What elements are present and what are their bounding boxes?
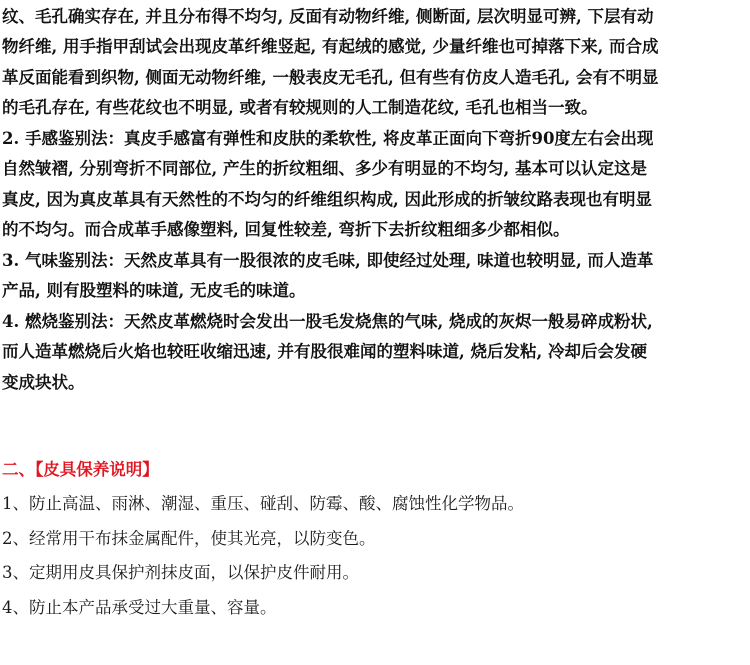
text-line: 的不均匀。而合成革手感像塑料, 回复性较差, 弯折下去折纹粗细多少都相似。 bbox=[2, 220, 570, 239]
care-item: 1、防止高温、雨淋、潮湿、重压、碰刮、防霉、酸、腐蚀性化学物品。 bbox=[2, 494, 524, 513]
smell-method-line: 3. 气味鉴别法：天然皮革具有一股很浓的皮毛味, 即使经过处理, 味道也较明显, 而人造革 bbox=[2, 250, 654, 270]
text-line: 而人造革燃烧后火焰也较旺收缩迅速, 并有股很难闻的塑料味道, 烧后发粘, 冷却后会发硬 bbox=[2, 342, 647, 361]
care-item: 4、防止本产品承受过大重量、容量。 bbox=[2, 597, 277, 617]
text-line: 变成块状。 bbox=[2, 372, 85, 392]
text-line: 纹、毛孔确实存在, 并且分布得不均匀, 反面有动物纤维, 侧断面, 层次明显可辨, 下层有动 bbox=[2, 6, 654, 26]
text-line: 真皮, 因为真皮革具有天然性的不均匀的纤维组织构成, 因此形成的折皱纹路表现也有明显 bbox=[2, 189, 652, 209]
care-instructions-heading: 二、【皮具保养说明】 bbox=[2, 460, 159, 479]
text-line: 产品, 则有股塑料的味道, 无皮毛的味道。 bbox=[2, 281, 306, 300]
hand-feel-method-line: 2. 手感鉴别法：真皮手感富有弹性和皮肤的柔软性, 将皮革正面向下弯折90度左右会出现 bbox=[2, 128, 654, 148]
care-instructions-list bbox=[2, 487, 524, 625]
text-line: 革反面能看到织物, 侧面无动物纤维, 一般表皮无毛孔, 但有些有仿皮人造毛孔, 会有不明显 bbox=[2, 67, 659, 87]
text-line: 物纤维, 用手指甲刮试会出现皮革纤维竖起, 有起绒的感觉, 少量纤维也可掉落下来, 而合成 bbox=[2, 37, 659, 56]
care-item: 2、经常用干布抹金属配件，使其光亮，以防变色。 bbox=[2, 528, 376, 548]
burn-method-line: 4. 燃烧鉴别法：天然皮革燃烧时会发出一股毛发烧焦的气味, 烧成的灰烬一般易碎成粉状, bbox=[2, 311, 653, 331]
care-item: 3、定期用皮具保护剂抹皮面，以保护皮件耐用。 bbox=[2, 563, 359, 583]
text-line: 的毛孔存在, 有些花纹也不明显, 或者有较规则的人工制造花纹, 毛孔也相当一致。 bbox=[2, 98, 598, 117]
text-line: 自然皱褶, 分别弯折不同部位, 产生的折纹粗细、多少有明显的不均匀, 基本可以认定这是 bbox=[2, 159, 647, 178]
identification-methods-text bbox=[2, 6, 746, 398]
